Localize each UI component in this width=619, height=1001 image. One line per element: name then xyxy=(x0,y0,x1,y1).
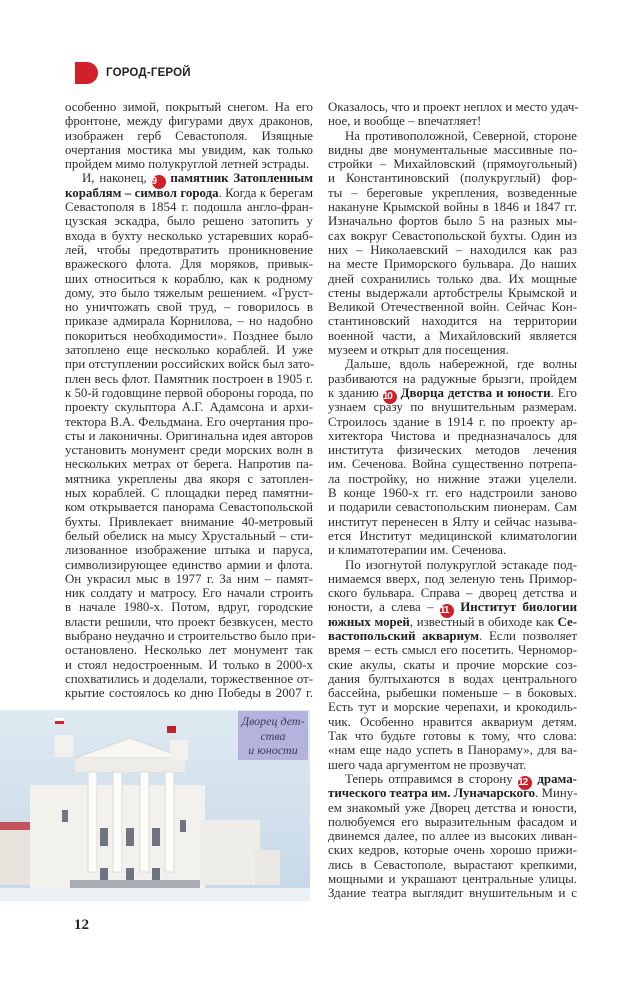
text-line xyxy=(65,415,313,429)
text: Он украсил мыс в 1977 г. За ним – памят- xyxy=(65,571,313,586)
text-line xyxy=(328,372,577,386)
text: Здание театра выглядит внушительным и с xyxy=(328,886,577,901)
text: ком открывается панорама Севастопольской xyxy=(65,500,313,515)
text: По изогнутой полукруглой эстакаде под- xyxy=(345,557,577,572)
text-line xyxy=(328,886,577,900)
text-line xyxy=(328,200,577,214)
text: Оказалось, что и проект неплох и место удач- xyxy=(328,100,579,114)
text: ского бульвара. Справа – дворец детства и xyxy=(328,586,577,601)
text: и климатотерапии им. Сеченова. xyxy=(328,543,507,558)
site-number-badge: 9 xyxy=(152,175,166,189)
text-line xyxy=(328,572,577,586)
text: узнаем сразу по внушительным размерам. xyxy=(328,400,577,415)
text: Севастополя в 1854 г. подошла англо-фран- xyxy=(65,200,313,215)
text-line xyxy=(65,600,313,614)
text: но уничтожать свой труд, – говорилось в xyxy=(65,300,313,315)
text: фронтоне, между фигурами двух драконов, xyxy=(65,114,313,129)
text-line xyxy=(65,429,313,443)
text-line xyxy=(328,729,577,743)
text: сах вокруг Севастопольской бухты. Один из xyxy=(328,228,577,243)
text-line xyxy=(328,229,577,243)
text-line xyxy=(65,443,313,457)
text: В конце 1960-х гг. его надстроили заново xyxy=(328,486,577,501)
left-text-column xyxy=(65,100,316,701)
text-line xyxy=(328,157,577,171)
text: стантиновский находится на территории xyxy=(328,314,577,329)
text-line xyxy=(65,628,316,643)
text: Так что будьте готовы к тому, что слова: xyxy=(328,729,577,744)
text-line xyxy=(328,629,577,643)
text-line xyxy=(328,586,577,600)
section-title: ГОРОД-ГЕРОЙ xyxy=(106,67,191,79)
text: власти решили, что проект безвкусен, место xyxy=(65,614,313,629)
text-line xyxy=(65,214,313,228)
right-text-column xyxy=(328,100,577,901)
text: На противоположной, Северной, стороне xyxy=(345,128,577,143)
text-line xyxy=(65,171,313,188)
text: в начале 1980-х. Потом, вдруг, городские xyxy=(65,600,313,615)
text-line xyxy=(328,843,577,857)
text: бухты. Привлекает внимание 40-метровый xyxy=(65,514,313,529)
text-line xyxy=(328,314,577,328)
text-line xyxy=(328,558,577,572)
text: шего чада аргументом не прозвучат. xyxy=(328,757,527,772)
text-line xyxy=(328,858,577,872)
text: символизирующее единство армии и флота. xyxy=(65,557,313,572)
text: выбрано неудачно и строительство было при- xyxy=(65,628,316,643)
text: двинемся далее, по аллее из высоких ливан- xyxy=(328,829,577,844)
text-line xyxy=(65,615,313,629)
text: при отступлении российских войск был зато- xyxy=(65,357,315,372)
text: институт перенесен в Ялту и сейчас называ- xyxy=(328,514,577,529)
text: мятника укреплены два якоря с затоплен- xyxy=(65,471,313,486)
text-line xyxy=(328,429,577,443)
text-line xyxy=(65,500,313,514)
text: пройдем мимо полукруглой летней эстрады. xyxy=(65,157,310,172)
text-line xyxy=(328,829,577,843)
text: им. Сеченова. Война существенно потрепа- xyxy=(328,457,577,472)
text: нескольких метрах от берега. Напротив па- xyxy=(65,457,313,472)
text: приказе адмирала Корнилова, – но надобно xyxy=(65,314,313,329)
text-line xyxy=(328,786,577,800)
text-line xyxy=(65,486,313,500)
text: ских кедров, которые очень хорошо прижи- xyxy=(328,843,577,858)
text: затоплено еще несколько кораблей. И уже xyxy=(65,343,313,358)
text: стены выдержали артобстрелы Крымской и xyxy=(328,285,577,300)
text: Теперь отправимся в сторону xyxy=(345,771,519,786)
text: чик. Особенно нравится аквариум детям. xyxy=(328,714,577,729)
text-line xyxy=(328,114,577,128)
text-line xyxy=(328,357,577,371)
text-line xyxy=(328,686,577,700)
text-line xyxy=(328,815,577,829)
site-number-badge: 12 xyxy=(518,776,532,790)
text-line xyxy=(328,143,577,157)
text: . Если позволяет xyxy=(479,628,577,643)
text: Строилось здание в 1914 г. по проекту ар- xyxy=(328,414,577,429)
text: входа в бухту несколько устаревших кораб- xyxy=(65,228,313,243)
text-line xyxy=(65,257,313,271)
text: . Мину- xyxy=(535,786,578,801)
text: лизованное изображение штыка и паруса, xyxy=(65,543,313,558)
text-line xyxy=(65,243,313,257)
text: И, наконец, xyxy=(82,171,152,186)
text-line xyxy=(328,186,577,200)
caption-line: ства xyxy=(260,728,286,743)
text: плен весь флот. Памятник построен в 1905 г. xyxy=(65,371,313,386)
text: . Его xyxy=(550,385,577,400)
text: института физических методов лечения xyxy=(328,443,577,458)
text-line xyxy=(65,300,313,314)
text-line xyxy=(328,486,577,500)
text-line xyxy=(328,715,577,729)
text: дней сохранились только два. Их мощные xyxy=(328,271,577,286)
text-line xyxy=(328,257,577,271)
text: ла постройку, но нижние этажи уцелели. xyxy=(328,471,577,486)
site-number-badge: 10 xyxy=(383,390,397,404)
text-line xyxy=(65,558,313,572)
text-line xyxy=(65,129,313,143)
text-line xyxy=(328,457,577,471)
text: дания бултыхаются в водах центрального xyxy=(328,671,577,686)
text-line xyxy=(328,129,577,143)
text: дому, это было тяжелым решением. «Груст- xyxy=(65,285,313,300)
text-line xyxy=(65,314,313,328)
text: бассейна, рыбешки поменьше – в боковых. xyxy=(328,686,577,701)
text: очертания мостика мы увидим, как только xyxy=(65,142,313,157)
text-line xyxy=(328,872,577,886)
text: . Когда к берегам xyxy=(218,185,313,200)
photo-caption xyxy=(238,711,308,760)
text-line xyxy=(328,214,577,228)
caption-line: и юности xyxy=(248,743,298,757)
text-line xyxy=(328,400,577,414)
text: юности, а слева – xyxy=(328,600,440,615)
text-line xyxy=(328,615,577,629)
text: музеем и открыт для посещения. xyxy=(328,343,509,358)
text: видны две монументальные массивные по- xyxy=(328,142,577,157)
text-line xyxy=(328,529,577,543)
text-line xyxy=(65,286,313,300)
palace-of-youth-photo xyxy=(0,710,310,901)
text-line xyxy=(328,100,577,114)
page-number: 12 xyxy=(74,917,89,933)
text: Дальше, вдоль набережной, где волны xyxy=(345,357,577,372)
text: особенно зимой, покрытый снегом. На его xyxy=(65,100,313,114)
text: них – Николаевский – находился как раз xyxy=(328,242,577,257)
landmark-name: Се- xyxy=(557,614,577,629)
text: лись в Севастополе, вырастают крепкими, xyxy=(328,857,577,872)
text-line xyxy=(65,143,313,157)
landmark-name: драма- xyxy=(537,771,577,786)
landmark-name: памятник Затопленным xyxy=(170,171,313,186)
text-line xyxy=(65,672,313,686)
text: на месте Приморского бульвара. До наших xyxy=(328,257,577,272)
text: полюбуемся его выразительным фасадом и xyxy=(328,814,577,829)
text: ем знакомый уже Дворец детства и юности, xyxy=(328,800,577,815)
text-line xyxy=(65,229,313,243)
text: Есть тут и морские черепахи, и крокодиль- xyxy=(328,700,577,715)
text: , известный в обиходе как xyxy=(409,614,558,629)
text: хитектора Чистова и предназначалось для xyxy=(328,428,577,443)
text: военной части, а Михайловский является xyxy=(328,328,577,343)
text-line xyxy=(65,200,313,214)
text: мощными и украшают центральные улицы. xyxy=(328,872,577,887)
text-line xyxy=(328,801,577,815)
text-line xyxy=(65,472,313,486)
text: разбиваются на радужные брызги, пройдем xyxy=(328,371,577,386)
text: проекту скульптора А.Г. Адамсона и архи- xyxy=(65,400,313,415)
text-line xyxy=(65,586,313,600)
text: ное, и вообще – впечатляет! xyxy=(328,114,482,129)
text: тектора В.А. Фельдмана. Его очертания про- xyxy=(65,414,313,429)
text: Великой Отечественной войн. Сейчас Кон- xyxy=(328,300,577,315)
landmark-name: Институт биологии xyxy=(460,600,577,615)
text-line xyxy=(65,114,313,128)
text: и стоял недостроенным. И только в 2000-х xyxy=(65,657,313,672)
text-line xyxy=(65,329,313,343)
text-line xyxy=(328,386,577,400)
text: ших относиться к кораблю, как к родному xyxy=(65,271,313,286)
text: спохватились и доделали, торжественное от- xyxy=(65,671,313,686)
text-line xyxy=(328,272,577,286)
caption-line: Дворец дет- xyxy=(241,714,305,728)
text-line xyxy=(65,658,313,672)
text-line xyxy=(328,543,577,557)
section-marker-icon xyxy=(75,62,98,84)
text: вражеского флота. Для моряков, привык- xyxy=(65,257,313,272)
text: к 50-й годовщине первой обороны города, по xyxy=(65,385,314,400)
text-line xyxy=(65,400,313,414)
text-line xyxy=(65,543,313,557)
text: ется Институт медицинской климатологии xyxy=(328,528,577,543)
text-line xyxy=(328,743,577,757)
text-line xyxy=(65,529,313,543)
text-line xyxy=(328,343,577,357)
text-line xyxy=(328,329,577,343)
text: накануне Крымской войны в 1846 и 1847 гг. xyxy=(328,200,577,215)
text: ты – береговые укрепления, возведенные xyxy=(328,185,577,200)
text: время – есть смысл его посетить. Черномор- xyxy=(328,643,577,658)
text-line xyxy=(65,186,313,200)
text-line xyxy=(328,300,577,314)
text-line xyxy=(328,758,577,772)
site-number-badge: 11 xyxy=(440,604,454,618)
text-line xyxy=(328,600,577,617)
text: Изначально фортов было 5 на разных мы- xyxy=(328,214,577,229)
text-line xyxy=(65,386,313,400)
text-line xyxy=(328,658,577,672)
text: ские акулы, скаты и прочие морские соз- xyxy=(328,657,577,672)
landmark-name: южных морей xyxy=(328,614,410,629)
section-header xyxy=(75,62,191,84)
text: к зданию xyxy=(328,385,383,400)
text: остановлено. Несколько лет монумент так xyxy=(65,643,313,658)
text-line xyxy=(65,343,313,357)
text-line xyxy=(65,572,313,586)
text: ных кораблей. С площадки перед памятни- xyxy=(65,486,313,501)
text: белый обелиск на мысу Хрустальный – сти- xyxy=(65,528,313,543)
text-line xyxy=(328,243,577,257)
text: и Константиновский (полукруглый) фор- xyxy=(328,171,577,186)
landmark-name: вастопольский аквариум xyxy=(328,628,480,643)
text-line xyxy=(328,672,577,686)
text-line xyxy=(65,157,313,171)
text-line xyxy=(328,472,577,486)
text-line xyxy=(65,643,313,657)
text-line xyxy=(65,515,313,529)
text-line xyxy=(65,100,313,114)
text: крытие состоялось ко дню Победы в 2007 г. xyxy=(65,686,313,701)
text-line xyxy=(328,171,577,185)
text: нимаемся вверх, под зеленую тень Примор- xyxy=(328,571,577,586)
text: и подарили севастопольским пионерам. Сам xyxy=(328,500,577,515)
text-line xyxy=(328,286,577,300)
text-line xyxy=(328,443,577,457)
text-line xyxy=(328,500,577,514)
text: установить монумент среди морских волн в xyxy=(65,443,313,458)
text-line xyxy=(65,372,313,386)
text: ник солдату и матросу. Его начали строить xyxy=(65,586,313,601)
text-line xyxy=(328,643,577,657)
text-line xyxy=(328,700,577,714)
text-line xyxy=(65,357,313,371)
text: цузская эскадра, было решено затопить у xyxy=(65,214,313,229)
text: стройки – Михайловский (прямоугольный) xyxy=(328,157,577,172)
text-line xyxy=(65,686,313,700)
text-line xyxy=(65,272,313,286)
text-line xyxy=(328,415,577,429)
text: изображен герб Севастополя. Изящные xyxy=(65,128,313,143)
text: сты и лаконичны. Оригинальна идея авторов xyxy=(65,428,313,443)
text-line xyxy=(328,772,577,786)
text: покориться необходимости». Позднее было xyxy=(65,328,313,343)
text: «нам еще надо успеть в Панораму», для ва- xyxy=(328,743,577,758)
text-line xyxy=(65,457,313,471)
text: лей, чтобы предотвратить проникновение xyxy=(65,242,313,257)
text-line xyxy=(328,515,577,529)
landmark-name: тического театра им. Луначарского xyxy=(328,786,536,801)
landmark-name: кораблям – символ города xyxy=(65,185,219,200)
landmark-name: Дворца детства и юности xyxy=(400,385,551,400)
